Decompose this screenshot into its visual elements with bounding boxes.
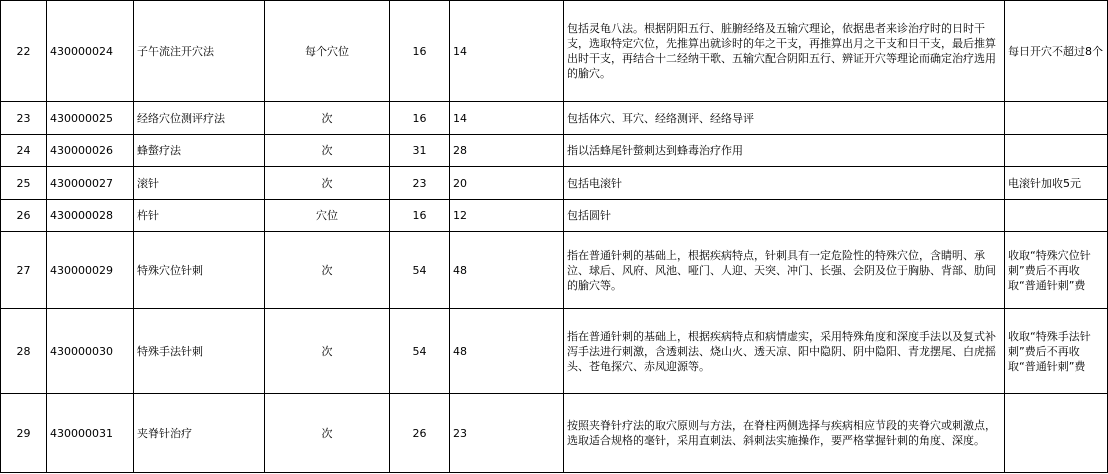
price-a-cell: 31 — [390, 135, 450, 167]
name-cell: 特殊手法针刺 — [134, 309, 265, 394]
price-b-cell: 12 — [450, 200, 564, 232]
seq-cell: 28 — [1, 309, 47, 394]
table-row — [1, 1, 1108, 102]
note-cell: 收取“特殊手法针刺”费后不再收取“普通针刺”费 — [1005, 309, 1108, 394]
table-row — [1, 167, 1108, 200]
note-cell — [1005, 102, 1108, 135]
code-cell: 430000028 — [47, 200, 134, 232]
price-a-cell: 54 — [390, 232, 450, 309]
content-cell: 指在普通针刺的基础上，根据疾病特点，针刺具有一定危险性的特殊穴位，含睛明、承泣、球后、风府、风池、哑门、人迎、天突、冲门、长强、会阴及位于胸胁、背部、肋间的腧穴等。 — [564, 232, 1005, 309]
table-row — [1, 200, 1108, 232]
seq-cell: 26 — [1, 200, 47, 232]
code-cell: 430000027 — [47, 167, 134, 200]
name-cell: 特殊穴位针刺 — [134, 232, 265, 309]
note-cell: 每日开穴不超过8个 — [1005, 1, 1108, 102]
content-cell: 指以活蜂尾针螫刺达到蜂毒治疗作用 — [564, 135, 1005, 167]
price-a-cell: 54 — [390, 309, 450, 394]
note-cell — [1005, 135, 1108, 167]
content-cell: 包括圆针 — [564, 200, 1005, 232]
seq-cell: 27 — [1, 232, 47, 309]
price-a-cell: 16 — [390, 1, 450, 102]
price-b-cell: 14 — [450, 1, 564, 102]
table-row — [1, 309, 1108, 394]
content-cell: 包括灵龟八法。根据阴阳五行、脏腑经络及五输穴理论，依据患者来诊治疗时的日时干支，选取特定穴位，先推算出就诊时的年之干支，再推算出月之干支和日干支，最后推算出时干支，再结合十二经纳干歌、五输穴配合阴阳五行、辨证开穴等理论而确定治疗选用的腧穴。 — [564, 1, 1005, 102]
unit-cell: 次 — [265, 102, 390, 135]
table-row — [1, 102, 1108, 135]
note-cell — [1005, 394, 1108, 473]
content-cell: 按照夹脊针疗法的取穴原则与方法，在脊柱两侧选择与疾病相应节段的夹脊穴或刺激点，选取适合规格的毫针，采用直刺法、斜刺法实施操作，要严格掌握针刺的角度、深度。 — [564, 394, 1005, 473]
name-cell: 滚针 — [134, 167, 265, 200]
unit-cell: 次 — [265, 394, 390, 473]
name-cell: 经络穴位测评疗法 — [134, 102, 265, 135]
name-cell: 子午流注开穴法 — [134, 1, 265, 102]
content-cell: 包括电滚针 — [564, 167, 1005, 200]
note-cell: 电滚针加收5元 — [1005, 167, 1108, 200]
price-b-cell: 28 — [450, 135, 564, 167]
seq-cell: 22 — [1, 1, 47, 102]
price-b-cell: 14 — [450, 102, 564, 135]
content-cell: 包括体穴、耳穴、经络测评、经络导评 — [564, 102, 1005, 135]
code-cell: 430000024 — [47, 1, 134, 102]
seq-cell: 25 — [1, 167, 47, 200]
table-row — [1, 232, 1108, 309]
unit-cell: 次 — [265, 135, 390, 167]
code-cell: 430000025 — [47, 102, 134, 135]
unit-cell: 次 — [265, 232, 390, 309]
price-b-cell: 20 — [450, 167, 564, 200]
seq-cell: 23 — [1, 102, 47, 135]
name-cell: 蜂螫疗法 — [134, 135, 265, 167]
code-cell: 430000031 — [47, 394, 134, 473]
unit-cell: 每个穴位 — [265, 1, 390, 102]
price-b-cell: 48 — [450, 232, 564, 309]
price-b-cell: 48 — [450, 309, 564, 394]
price-a-cell: 23 — [390, 167, 450, 200]
table-row — [1, 394, 1108, 473]
note-cell: 收取“特殊穴位针刺”费后不再收取“普通针刺”费 — [1005, 232, 1108, 309]
price-a-cell: 16 — [390, 102, 450, 135]
note-cell — [1005, 200, 1108, 232]
code-cell: 430000029 — [47, 232, 134, 309]
code-cell: 430000030 — [47, 309, 134, 394]
unit-cell: 穴位 — [265, 200, 390, 232]
code-cell: 430000026 — [47, 135, 134, 167]
name-cell: 夹脊针治疗 — [134, 394, 265, 473]
price-a-cell: 16 — [390, 200, 450, 232]
content-cell: 指在普通针刺的基础上，根据疾病特点和病情虚实，采用特殊角度和深度手法以及复式补泻手法进行刺激，含透刺法、烧山火、透天凉、阳中隐阴、阴中隐阳、青龙摆尾、白虎摇头、苍龟探穴、赤凤迎源等。 — [564, 309, 1005, 394]
seq-cell: 24 — [1, 135, 47, 167]
price-b-cell: 23 — [450, 394, 564, 473]
unit-cell: 次 — [265, 167, 390, 200]
unit-cell: 次 — [265, 309, 390, 394]
seq-cell: 29 — [1, 394, 47, 473]
price-a-cell: 26 — [390, 394, 450, 473]
table-row — [1, 135, 1108, 167]
name-cell: 杵针 — [134, 200, 265, 232]
